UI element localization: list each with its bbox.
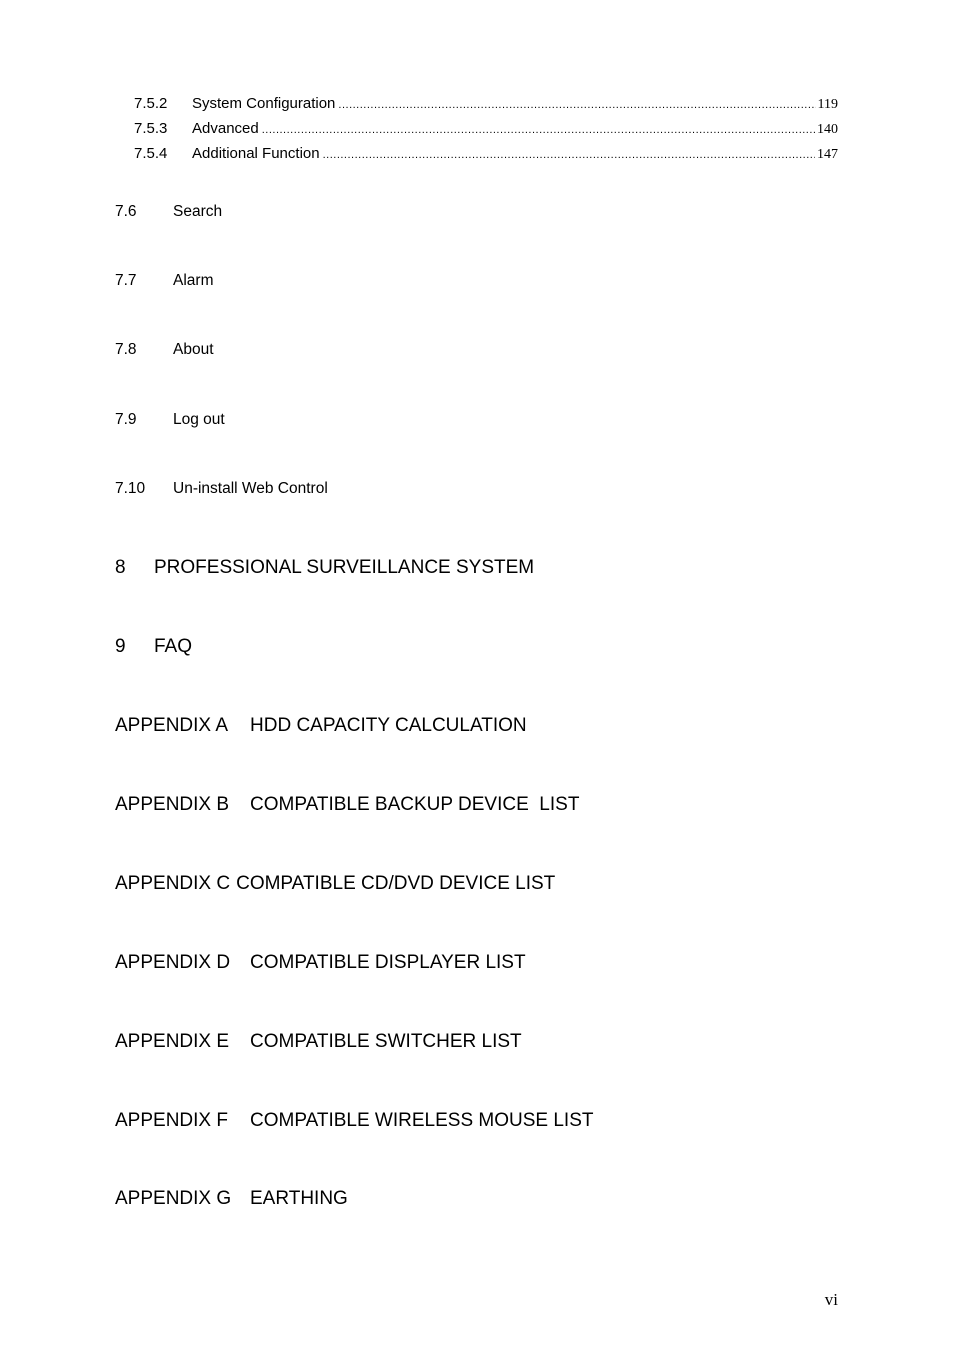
toc-appendix-g[interactable] — [115, 1186, 348, 1212]
toc-entry-title: Un-install Web Control — [173, 480, 328, 497]
toc-entry-title: Log out — [173, 411, 225, 428]
toc-entry-title: Advanced — [192, 120, 259, 137]
appendix-title: COMPATIBLE SWITCHER LIST — [250, 1031, 522, 1052]
toc-chapter-number: 9 — [115, 636, 126, 657]
toc-entry-number: 7.6 — [115, 203, 137, 220]
appendix-title: COMPATIBLE DISPLAYER LIST — [250, 952, 526, 973]
toc-appendix-d[interactable] — [115, 950, 526, 976]
toc-appendix-a[interactable] — [115, 713, 527, 739]
toc-entry-title: Additional Function — [192, 145, 320, 162]
toc-entry-7-5-3[interactable] — [134, 119, 838, 139]
page-number: vi — [824, 1290, 838, 1309]
toc-entry-page: 140 — [817, 122, 838, 137]
appendix-title: COMPATIBLE BACKUP DEVICE LIST — [250, 794, 580, 815]
toc-chapter-8[interactable] — [115, 555, 534, 581]
toc-chapter-title: PROFESSIONAL SURVEILLANCE SYSTEM — [154, 557, 535, 578]
toc-chapter-number: 8 — [115, 557, 126, 578]
appendix-label: APPENDIX B — [115, 794, 230, 815]
toc-entry-title: Alarm — [173, 272, 214, 289]
toc-entry-number: 7.10 — [115, 480, 146, 497]
toc-entry-number: 7.7 — [115, 272, 137, 289]
appendix-label: APPENDIX G — [115, 1188, 232, 1209]
dot-leader — [262, 120, 815, 140]
toc-entry-title: About — [173, 341, 214, 358]
toc-entry-page: 147 — [817, 147, 838, 162]
toc-entry-number: 7.5.3 — [134, 120, 168, 137]
toc-chapter-title: FAQ — [154, 636, 193, 657]
toc-entry-7-10[interactable] — [115, 478, 328, 500]
appendix-label: APPENDIX E — [115, 1031, 230, 1052]
toc-entry-number: 7.9 — [115, 411, 137, 428]
toc-appendix-b[interactable] — [115, 792, 579, 818]
toc-entry-title: System Configuration — [192, 95, 336, 112]
toc-entry-number: 7.5.4 — [134, 145, 168, 162]
toc-entry-7-6[interactable] — [115, 201, 222, 223]
toc-entry-page: 119 — [817, 97, 838, 112]
dot-leader — [338, 95, 815, 115]
appendix-title: EARTHING — [250, 1188, 348, 1209]
toc-appendix-c[interactable] — [115, 871, 555, 897]
appendix-title: COMPATIBLE CD/DVD DEVICE LIST — [236, 873, 556, 894]
toc-chapter-9[interactable] — [115, 634, 192, 660]
appendix-title: COMPATIBLE WIRELESS MOUSE LIST — [250, 1110, 594, 1131]
toc-entry-7-8[interactable] — [115, 339, 214, 361]
toc-entry-7-5-4[interactable] — [134, 144, 838, 164]
appendix-title: HDD CAPACITY CALCULATION — [250, 715, 527, 736]
toc-entry-number: 7.8 — [115, 341, 137, 358]
appendix-label: APPENDIX F — [115, 1110, 228, 1131]
toc-entry-title: Search — [173, 203, 223, 220]
toc-entry-number: 7.5.2 — [134, 95, 168, 112]
appendix-label: APPENDIX C — [115, 873, 231, 894]
dot-leader — [323, 145, 815, 165]
toc-appendix-f[interactable] — [115, 1108, 593, 1134]
toc-appendix-e[interactable] — [115, 1029, 522, 1055]
appendix-label: APPENDIX D — [115, 952, 231, 973]
toc-entry-7-7[interactable] — [115, 270, 213, 292]
toc-entry-7-9[interactable] — [115, 409, 225, 431]
toc-entry-7-5-2[interactable] — [134, 94, 838, 114]
appendix-label: APPENDIX A — [115, 715, 228, 736]
